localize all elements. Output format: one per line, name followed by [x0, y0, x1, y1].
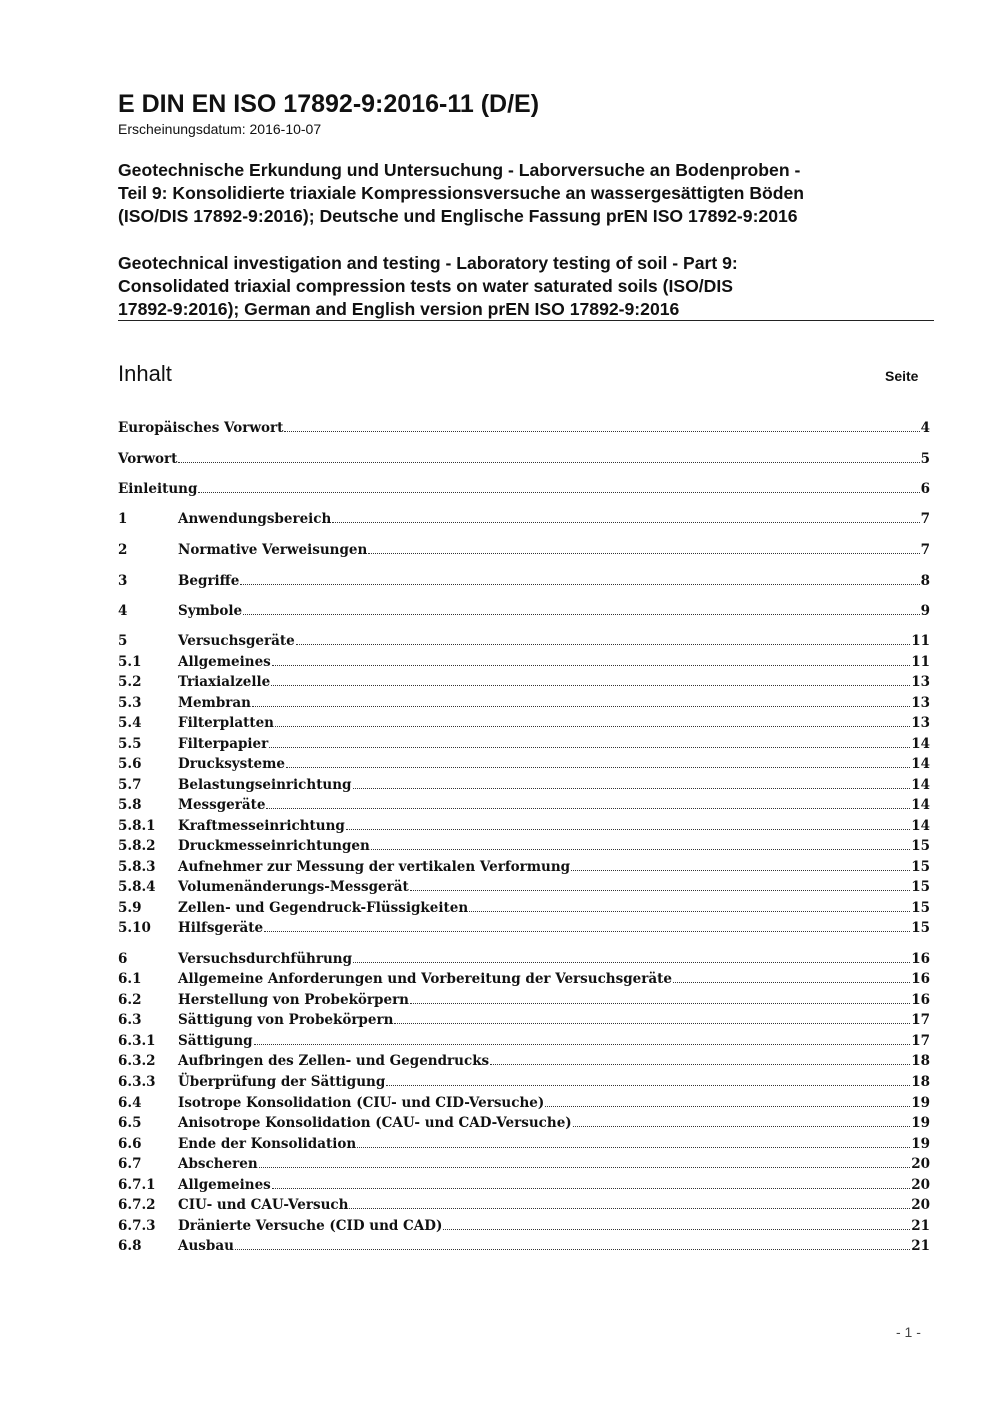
toc-entry[interactable] — [118, 509, 930, 529]
toc-entry-number: 6.6 — [118, 1136, 142, 1152]
toc-entry-number: 2 — [118, 542, 128, 558]
toc-entry[interactable] — [118, 1051, 930, 1071]
toc-entry-title: Europäisches Vorwort — [118, 420, 284, 436]
toc-entry[interactable] — [118, 795, 930, 815]
toc-dot-leader — [469, 911, 910, 912]
toc-entry[interactable] — [118, 1175, 930, 1195]
toc-entry-title: Triaxialzelle — [178, 674, 271, 690]
toc-entry-title: Überprüfung der Sättigung — [178, 1074, 386, 1090]
toc-entry-page: 11 — [911, 654, 930, 670]
toc-entry-number: 6.7.1 — [118, 1177, 156, 1193]
toc-entry-number: 5.2 — [118, 674, 142, 690]
toc-entry-title: CIU- und CAU-Versuch — [178, 1197, 349, 1213]
toc-entry[interactable] — [118, 1154, 930, 1174]
toc-entry-title: Einleitung — [118, 481, 198, 497]
toc-entry-title: Druckmesseinrichtungen — [178, 838, 370, 854]
toc-entry-title: Belastungseinrichtung — [178, 777, 352, 793]
toc-dot-leader — [410, 1003, 910, 1004]
toc-entry[interactable] — [118, 857, 930, 877]
toc-entry-number: 4 — [118, 603, 128, 619]
toc-dot-leader — [269, 747, 910, 748]
toc-dot-leader — [490, 1064, 910, 1065]
toc-entry-number: 5.8 — [118, 797, 142, 813]
toc-dot-leader — [353, 788, 911, 789]
toc-entry-title: Allgemeines — [178, 1177, 271, 1193]
toc-dot-leader — [271, 685, 910, 686]
toc-entry-page: 8 — [920, 573, 930, 589]
toc-entry-title: Allgemeines — [178, 654, 271, 670]
toc-entry[interactable] — [118, 601, 930, 621]
toc-entry[interactable] — [118, 713, 930, 733]
toc-entry-page: 17 — [911, 1033, 930, 1049]
toc-entry-page: 14 — [911, 756, 930, 772]
toc-entry[interactable] — [118, 672, 930, 692]
toc-dot-leader — [272, 665, 910, 666]
toc-entry-page: 13 — [911, 695, 930, 711]
toc-entry-page: 7 — [920, 542, 930, 558]
toc-entry-title: Abscheren — [178, 1156, 258, 1172]
page-column-label: Seite — [885, 368, 919, 384]
toc-entry-title: Versuchsgeräte — [178, 633, 295, 649]
toc-entry-number: 6.5 — [118, 1115, 142, 1131]
toc-entry-title: Ende der Konsolidation — [178, 1136, 357, 1152]
toc-entry-page: 15 — [911, 879, 930, 895]
toc-entry[interactable] — [118, 775, 930, 795]
toc-entry-page: 21 — [911, 1218, 930, 1234]
toc-entry-title: Messgeräte — [178, 797, 266, 813]
toc-entry[interactable] — [118, 734, 930, 754]
toc-entry-number: 6.4 — [118, 1095, 142, 1111]
toc-entry-number: 5.10 — [118, 920, 151, 936]
toc-entry[interactable] — [118, 1195, 930, 1215]
document-id: E DIN EN ISO 17892-9:2016-11 (D/E) — [118, 90, 540, 118]
toc-dot-leader — [296, 644, 911, 645]
toc-entry-title: Membran — [178, 695, 251, 711]
toc-dot-leader — [198, 492, 919, 493]
toc-entry[interactable] — [118, 1072, 930, 1092]
toc-entry-page: 14 — [911, 797, 930, 813]
toc-dot-leader — [571, 870, 910, 871]
toc-dot-leader — [368, 553, 919, 554]
toc-entry-number: 6.7.2 — [118, 1197, 156, 1213]
toc-heading: Inhalt — [118, 361, 172, 386]
toc-entry-page: 5 — [920, 451, 930, 467]
toc-dot-leader — [259, 1167, 911, 1168]
toc-dot-leader — [252, 706, 910, 707]
toc-dot-leader — [266, 808, 910, 809]
toc-entry[interactable] — [118, 816, 930, 836]
publication-date: Erscheinungsdatum: 2016-10-07 — [118, 121, 322, 137]
title-german-line: Geotechnische Erkundung und Untersuchung - Laborversuche an Bodenproben - — [118, 160, 801, 180]
toc-dot-leader — [349, 1208, 910, 1209]
toc-entry[interactable] — [118, 418, 930, 438]
toc-entry-page: 13 — [911, 674, 930, 690]
toc-entry-title: Sättigung — [178, 1033, 253, 1049]
toc-dot-leader — [284, 431, 919, 432]
toc-entry-page: 17 — [911, 1012, 930, 1028]
toc-dot-leader — [332, 522, 919, 523]
toc-entry[interactable] — [118, 918, 930, 938]
toc-dot-leader — [243, 614, 920, 615]
toc-entry-page: 16 — [911, 992, 930, 1008]
toc-entry-page: 13 — [911, 715, 930, 731]
toc-dot-leader — [573, 1126, 911, 1127]
toc-entry[interactable] — [118, 836, 930, 856]
toc-entry-number: 5.8.1 — [118, 818, 156, 834]
toc-entry-title: Hilfsgeräte — [178, 920, 264, 936]
toc-entry-number: 5.6 — [118, 756, 142, 772]
toc-entry-title: Drucksysteme — [178, 756, 285, 772]
toc-entry-page: 21 — [911, 1238, 930, 1254]
toc-entry-page: 19 — [911, 1136, 930, 1152]
toc-entry-page: 20 — [911, 1197, 930, 1213]
toc-entry-page: 9 — [920, 603, 930, 619]
toc-entry-title: Ausbau — [178, 1238, 234, 1254]
toc-entry-page: 14 — [911, 777, 930, 793]
toc-entry[interactable] — [118, 754, 930, 774]
toc-entry-title: Kraftmesseinrichtung — [178, 818, 345, 834]
toc-entry-page: 20 — [911, 1156, 930, 1172]
toc-entry[interactable] — [118, 1236, 930, 1256]
toc-entry-number: 6.1 — [118, 971, 142, 987]
toc-entry-number: 5.1 — [118, 654, 142, 670]
toc-entry[interactable] — [118, 479, 930, 499]
toc-entry[interactable] — [118, 449, 930, 469]
toc-entry-title: Aufnehmer zur Messung der vertikalen Verformung — [178, 859, 571, 875]
toc-dot-leader — [394, 1023, 910, 1024]
toc-entry[interactable] — [118, 540, 930, 560]
toc-entry-page: 15 — [911, 859, 930, 875]
toc-entry[interactable] — [118, 1113, 930, 1133]
toc-entry-page: 19 — [911, 1115, 930, 1131]
title-german-line: Teil 9: Konsolidierte triaxiale Kompressionsversuche an wassergesättigten Böden — [118, 183, 805, 203]
toc-entry-number: 6.3.2 — [118, 1053, 156, 1069]
toc-entry-number: 5.5 — [118, 736, 142, 752]
toc-dot-leader — [353, 962, 910, 963]
toc-entry[interactable] — [118, 898, 930, 918]
title-english-line: Consolidated triaxial compression tests on water saturated soils (ISO/DIS — [118, 276, 733, 296]
toc-entry-title: Isotrope Konsolidation (CIU- und CID-Versuche) — [178, 1095, 545, 1111]
toc-dot-leader — [386, 1085, 910, 1086]
toc-entry-page: 15 — [911, 900, 930, 916]
toc-entry-title: Versuchsdurchführung — [178, 951, 353, 967]
toc-entry-page: 14 — [911, 736, 930, 752]
toc-entry-number: 3 — [118, 573, 128, 589]
title-english-line: Geotechnical investigation and testing - Laboratory testing of soil - Part 9: — [118, 253, 738, 273]
toc-entry-number: 5.7 — [118, 777, 142, 793]
toc-entry-page: 15 — [911, 920, 930, 936]
toc-entry-title: Symbole — [178, 603, 243, 619]
toc-entry-number: 6.7 — [118, 1156, 142, 1172]
toc-dot-leader — [254, 1044, 911, 1045]
toc-dot-leader — [235, 1249, 910, 1250]
toc-entry[interactable] — [118, 631, 930, 651]
toc-dot-leader — [346, 829, 910, 830]
toc-entry-number: 6.7.3 — [118, 1218, 156, 1234]
toc-dot-leader — [275, 726, 910, 727]
toc-entry[interactable] — [118, 1010, 930, 1030]
toc-entry[interactable] — [118, 949, 930, 969]
toc-dot-leader — [673, 982, 910, 983]
toc-entry-page: 14 — [911, 818, 930, 834]
toc-dot-leader — [272, 1188, 910, 1189]
toc-dot-leader — [286, 767, 910, 768]
toc-entry-title: Anwendungsbereich — [178, 511, 332, 527]
toc-entry-number: 5.9 — [118, 900, 142, 916]
toc-dot-leader — [371, 849, 910, 850]
toc-entry[interactable] — [118, 1093, 930, 1113]
toc-entry-title: Aufbringen des Zellen- und Gegendrucks — [178, 1053, 490, 1069]
toc-entry-number: 5.8.4 — [118, 879, 156, 895]
toc-entry[interactable] — [118, 969, 930, 989]
title-german-line: (ISO/DIS 17892-9:2016); Deutsche und Englische Fassung prEN ISO 17892-9:2016 — [118, 206, 798, 226]
toc-entry-title: Dränierte Versuche (CID und CAD) — [178, 1218, 443, 1234]
toc-entry-page: 20 — [911, 1177, 930, 1193]
toc-entry[interactable] — [118, 1134, 930, 1154]
toc-entry-title: Herstellung von Probekörpern — [178, 992, 409, 1008]
toc-entry-title: Anisotrope Konsolidation (CAU- und CAD-Versuche) — [178, 1115, 572, 1131]
toc-entry-number: 6.2 — [118, 992, 142, 1008]
toc-entry-page: 18 — [911, 1074, 930, 1090]
toc-entry-page: 7 — [920, 511, 930, 527]
toc-dot-leader — [357, 1147, 910, 1148]
toc-entry[interactable] — [118, 877, 930, 897]
toc-entry-number: 6.3.3 — [118, 1074, 156, 1090]
toc-dot-leader — [178, 462, 919, 463]
toc-entry-page: 19 — [911, 1095, 930, 1111]
toc-entry-page: 16 — [911, 971, 930, 987]
toc-entry-number: 6.8 — [118, 1238, 142, 1254]
toc-entry-number: 6 — [118, 951, 128, 967]
toc-entry-title: Filterpapier — [178, 736, 269, 752]
toc-entry-page: 11 — [911, 633, 930, 649]
toc-entry-number: 5 — [118, 633, 128, 649]
toc-dot-leader — [410, 890, 910, 891]
toc-entry-title: Vorwort — [118, 451, 178, 467]
toc-dot-leader — [264, 931, 910, 932]
toc-entry-page: 18 — [911, 1053, 930, 1069]
toc-entry-title: Filterplatten — [178, 715, 274, 731]
toc-entry-number: 1 — [118, 511, 128, 527]
toc-entry-title: Zellen- und Gegendruck-Flüssigkeiten — [178, 900, 469, 916]
toc-entry[interactable] — [118, 1031, 930, 1051]
toc-entry-page: 15 — [911, 838, 930, 854]
footer-page-number: - 1 - — [896, 1324, 921, 1340]
toc-entry-title: Begriffe — [178, 573, 240, 589]
toc-entry-number: 5.4 — [118, 715, 142, 731]
toc-entry-number: 5.3 — [118, 695, 142, 711]
toc-entry[interactable] — [118, 693, 930, 713]
toc-entry-title: Allgemeine Anforderungen und Vorbereitung der Versuchsgeräte — [178, 971, 672, 987]
table-of-contents — [118, 0, 930, 1403]
toc-dot-leader — [545, 1106, 910, 1107]
toc-entry-number: 6.3.1 — [118, 1033, 156, 1049]
toc-entry-number: 6.3 — [118, 1012, 142, 1028]
toc-entry-page: 16 — [911, 951, 930, 967]
toc-entry-title: Normative Verweisungen — [178, 542, 368, 558]
toc-entry-title: Sättigung von Probekörpern — [178, 1012, 394, 1028]
toc-entry-number: 5.8.3 — [118, 859, 156, 875]
toc-entry[interactable] — [118, 990, 930, 1010]
toc-entry-page: 4 — [920, 420, 930, 436]
title-english-line: 17892-9:2016); German and English version prEN ISO 17892-9:2016 — [118, 299, 680, 319]
toc-entry-page: 6 — [920, 481, 930, 497]
toc-dot-leader — [443, 1229, 910, 1230]
toc-entry-number: 5.8.2 — [118, 838, 156, 854]
toc-entry[interactable] — [118, 1216, 930, 1236]
toc-dot-leader — [240, 584, 919, 585]
toc-entry-title: Volumenänderungs-Messgerät — [178, 879, 409, 895]
toc-entry[interactable] — [118, 652, 930, 672]
toc-entry[interactable] — [118, 571, 930, 591]
